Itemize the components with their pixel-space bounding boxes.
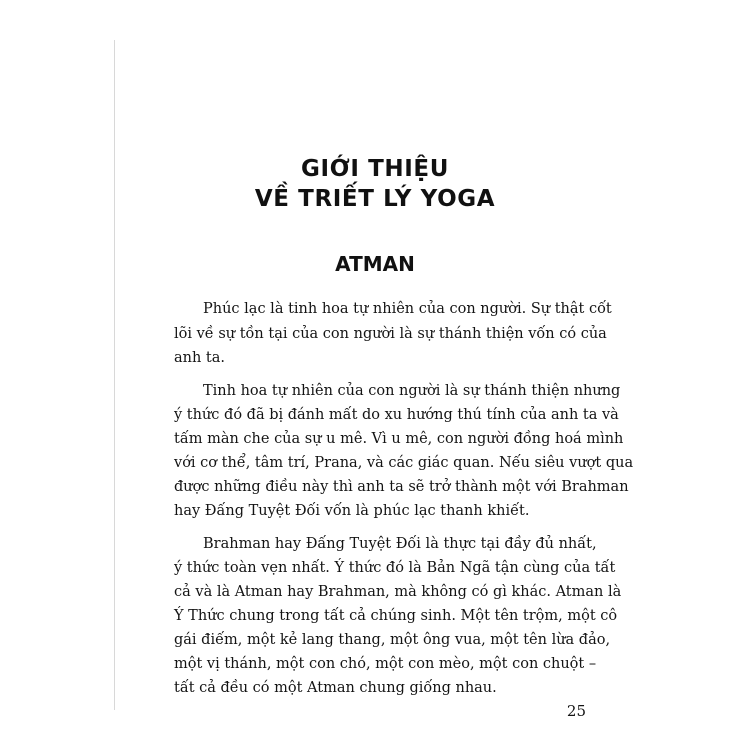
paragraph-1-line-2: lõi về sự tồn tại của con người là sự thánh thiện vốn có của bbox=[174, 326, 607, 342]
page-number: 25 bbox=[566, 702, 586, 720]
paragraph-3-line-1: Brahman hay Đấng Tuyệt Đối là thực tại đầy đủ nhất, bbox=[203, 536, 597, 552]
paragraph-3-line-5: gái điếm, một kẻ lang thang, một ông vua, một tên lừa đảo, bbox=[174, 632, 611, 648]
paragraph-1-line-3: anh ta. bbox=[174, 350, 226, 366]
paragraph-2-line-2: ý thức đó đã bị đánh mất do xu hướng thú tính của anh ta và bbox=[174, 407, 619, 423]
paragraph-2-line-6: hay Đấng Tuyệt Đối vốn là phúc lạc thanh khiết. bbox=[174, 503, 530, 519]
chapter-title-line-1: GIỚI THIỆU bbox=[301, 156, 449, 182]
paragraph-2-line-5: được những điều này thì anh ta sẽ trở thành một với Brahman bbox=[174, 479, 629, 495]
paragraph-2-line-1: Tinh hoa tự nhiên của con người là sự thánh thiện nhưng bbox=[203, 383, 621, 399]
paragraph-2-line-3: tấm màn che của sự u mê. Vì u mê, con người đồng hoá mình bbox=[174, 431, 624, 447]
paragraph-3-line-2: ý thức toàn vẹn nhất. Ý thức đó là Bản Ngã tận cùng của tất bbox=[174, 560, 616, 576]
paragraph-3-line-6: một vị thánh, một con chó, một con mèo, một con chuột – bbox=[174, 656, 597, 672]
page-edge-shadow bbox=[114, 40, 115, 710]
paragraph-3-line-3: cả và là Atman hay Brahman, mà không có gì khác. Atman là bbox=[174, 584, 622, 600]
paragraph-2-line-4: với cơ thể, tâm trí, Prana, và các giác quan. Nếu siêu vượt qua bbox=[174, 455, 634, 471]
section-heading: ATMAN bbox=[335, 252, 415, 276]
paragraph-3-line-4: Ý Thức chung trong tất cả chúng sinh. Một tên trộm, một cô bbox=[174, 608, 618, 624]
chapter-title-line-2: VỀ TRIẾT LÝ YOGA bbox=[254, 186, 496, 212]
paragraph-3-line-7: tất cả đều có một Atman chung giống nhau. bbox=[174, 680, 497, 696]
paragraph-1-line-1: Phúc lạc là tinh hoa tự nhiên của con người. Sự thật cốt bbox=[203, 301, 612, 317]
